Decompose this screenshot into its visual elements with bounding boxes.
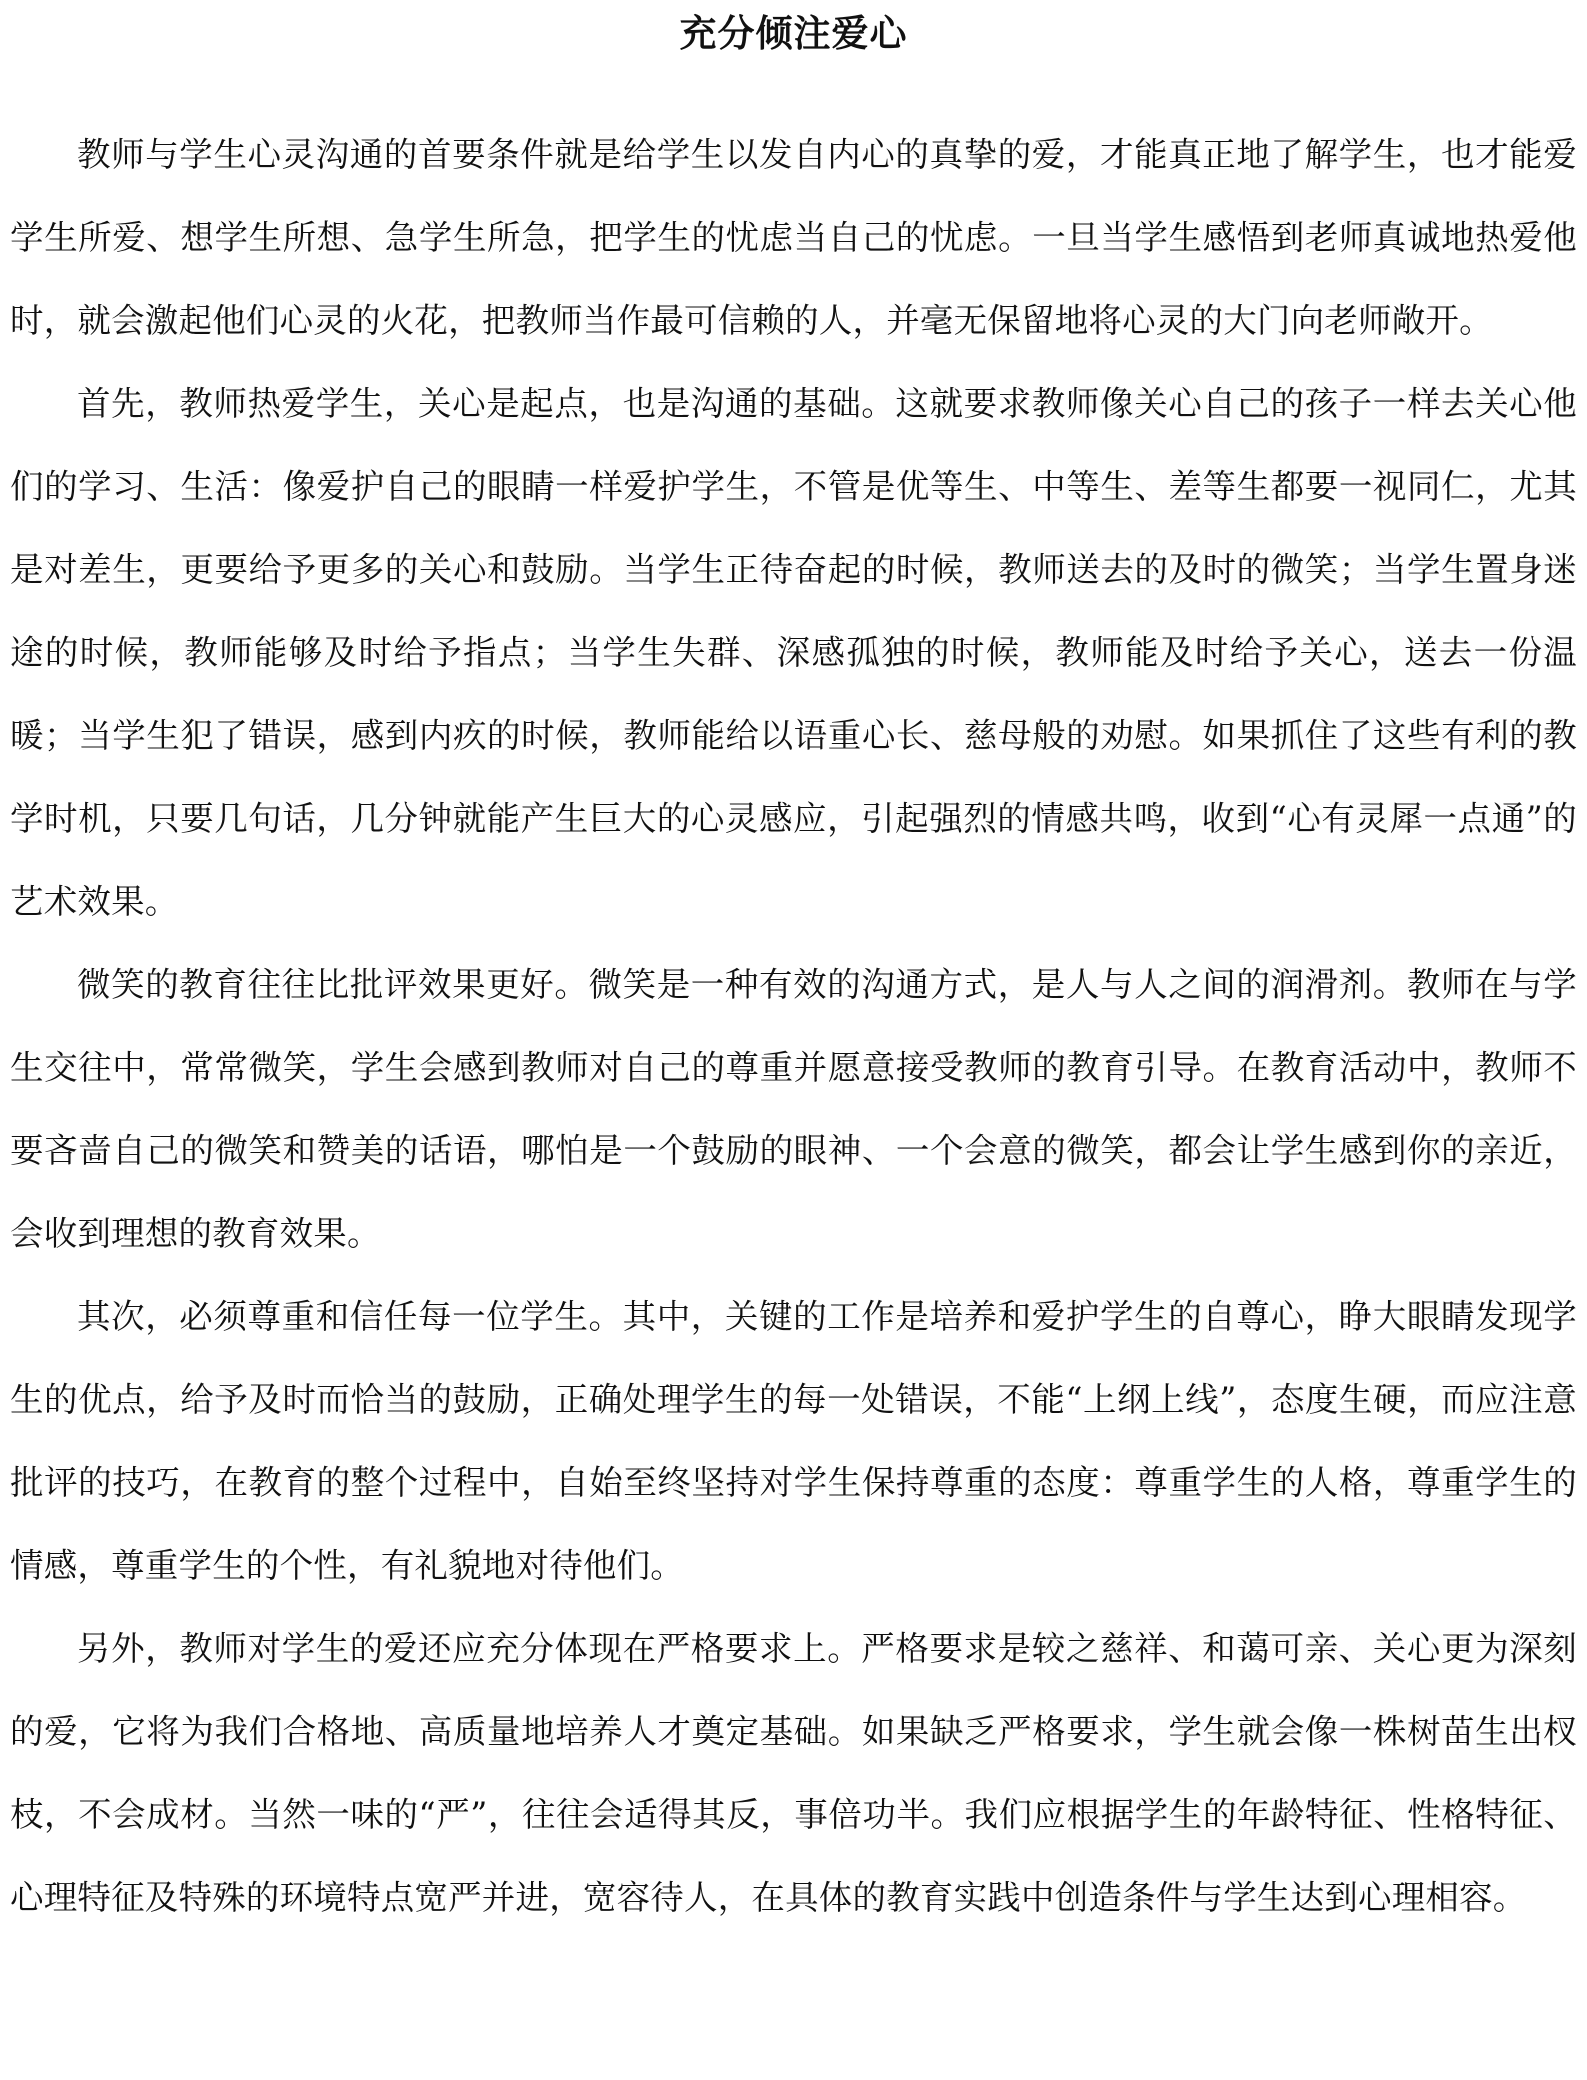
paragraph-1: 教师与学生心灵沟通的首要条件就是给学生以发自内心的真挚的爱，才能真正地了解学生，也才能爱学生所爱、想学生所想、急学生所急，把学生的忧虑当自己的忧虑。一旦当学生感悟到老师真诚地热爱他时，就会激起他们心灵的火花，把教师当作最可信赖的人，并毫无保留地将心灵的大门向老师敞开。	[10, 135, 1577, 340]
paragraph-2: 首先，教师热爱学生，关心是起点，也是沟通的基础。这就要求教师像关心自己的孩子一样去关心他们的学习、生活：像爱护自己的眼睛一样爱护学生，不管是优等生、中等生、差等生都要一视同仁，尤其是对差生，更要给予更多的关心和鼓励。当学生正待奋起的时候，教师送去的及时的微笑；当学生置身迷途的时候，教师能够及时给予指点；当学生失群、深感孤独的时候，教师能及时给予关心，送去一份温暖；当学生犯了错误，感到内疚的时候，教师能给以语重心长、慈母般的劝慰。如果抓住了这些有利的教学时机，只要几句话，几分钟就能产生巨大的心灵感应，引起强烈的情感共鸣，收到“心有灵犀一点通”的艺术效果。	[10, 384, 1577, 921]
paragraph-3: 微笑的教育往往比批评效果更好。微笑是一种有效的沟通方式，是人与人之间的润滑剂。教师在与学生交往中，常常微笑，学生会感到教师对自己的尊重并愿意接受教师的教育引导。在教育活动中，教师不要吝啬自己的微笑和赞美的话语，哪怕是一个鼓励的眼神、一个会意的微笑，都会让学生感到你的亲近，会收到理想的教育效果。	[10, 965, 1577, 1253]
article-body	[10, 113, 1577, 1939]
document-title: 充分倾注爱心	[679, 11, 908, 55]
paragraph-4: 其次，必须尊重和信任每一位学生。其中，关键的工作是培养和爱护学生的自尊心，睁大眼睛发现学生的优点，给予及时而恰当的鼓励，正确处理学生的每一处错误，不能“上纲上线”，态度生硬，而应注意批评的技巧，在教育的整个过程中，自始至终坚持对学生保持尊重的态度：尊重学生的人格，尊重学生的情感，尊重学生的个性，有礼貌地对待他们。	[10, 1297, 1577, 1585]
paragraph-5: 另外，教师对学生的爱还应充分体现在严格要求上。严格要求是较之慈祥、和蔼可亲、关心更为深刻的爱，它将为我们合格地、高质量地培养人才奠定基础。如果缺乏严格要求，学生就会像一株树苗生出杈枝，不会成材。当然一味的“严”，往往会适得其反，事倍功半。我们应根据学生的年龄特征、性格特征、心理特征及特殊的环境特点宽严并进，宽容待人，在具体的教育实践中创造条件与学生达到心理相容。	[10, 1629, 1577, 1917]
